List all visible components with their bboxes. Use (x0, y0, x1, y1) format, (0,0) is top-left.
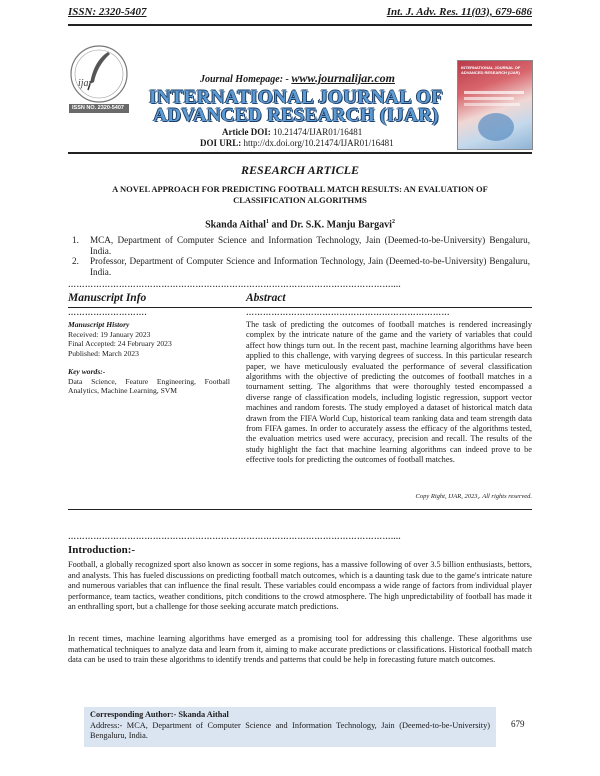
masthead-rule (68, 152, 532, 154)
introduction-heading: Introduction:- (68, 544, 136, 556)
abstract-heading: Abstract (246, 292, 286, 304)
cover-title: INTERNATIONAL JOURNAL OF ADVANCED RESEARCH (IJAR) (461, 65, 521, 75)
manuscript-dots: ………………………. (68, 308, 147, 317)
affiliation-1: 1. MCA, Department of Computer Science and Information Technology, Jain (Deemed-to-be-University) Bengaluru, India. (72, 235, 530, 256)
author-line: Skanda Aithal$^1$ and Dr. S.K. Manju Bargavi$^2$ (205, 219, 395, 231)
corresponding-author: Corresponding Author:- Skanda Aithal (90, 710, 229, 719)
manuscript-info-heading: Manuscript Info (68, 292, 147, 304)
homepage-label: Journal Homepage: - (200, 74, 292, 85)
abstract-text: The task of predicting the outcomes of football matches is rendered increasingly complex by the intricate nature of the game and the variety of variables that could affect how things turn out. In the recent past, machine learning algorithms have been applied to this challenge, with varying degrees of success. In this particular research paper, we have meticulously evaluated the performance of several classification algorithms with the objective of predicting the outcomes of football matches in a tournament setting. The algorithms that were thoroughly tested encompassed a diverse range of classification models, including logistic regression, support vector machines and random forests. The study employed a dataset of historical match data drawn from the FIFA World Cup, historical team ranking data and team strength data from FIFA games. In order to accurately assess the efficacy of the algorithms tested, the evaluation metrics used were accuracy, precision and recall. The results of the study highlight the fact that machine learning algorithms can indeed prove to be effective tools for predicting the outcomes of football matches. (246, 320, 532, 465)
homepage-link[interactable]: www.journalijar.com (291, 71, 395, 85)
affiliation-2: 2. Professor, Department of Computer Science and Information Technology, Jain (Deemed-to-be-University) Bengaluru, India. (72, 256, 530, 277)
header-citation: Int. J. Adv. Res. 11(03), 679-686 (386, 6, 532, 18)
page-number: 679 (511, 719, 525, 729)
logo-text: ijar (78, 78, 93, 89)
doi-url-link[interactable]: http://dx.doi.org/10.21474/IJAR01/16481 (243, 138, 394, 148)
doi-url (200, 138, 394, 148)
keywords-heading: Key words:- (68, 367, 106, 376)
header-issn: ISSN: 2320-5407 (68, 6, 147, 18)
published-date: Published: March 2023 (68, 348, 139, 358)
journal-cover-image (457, 60, 533, 150)
logo-issn: ISSN NO. 2320-5407 (72, 105, 124, 111)
journal-homepage (200, 71, 395, 86)
author-1: Skanda Aithal (205, 219, 266, 231)
header-rule (68, 24, 532, 26)
received-date: Received: 19 January 2023 (68, 329, 151, 339)
dotted-separator-2: …………………………………………………………………………………………………….... (68, 532, 401, 541)
article-type: RESEARCH ARTICLE (241, 163, 359, 177)
abstract-dots: ……………………………………………………………… (246, 308, 450, 317)
accepted-date: Final Accepted: 24 February 2023 (68, 339, 172, 348)
ijar-logo (68, 44, 130, 116)
article-doi (222, 127, 362, 137)
doi-value: 10.21474/IJAR01/16481 (272, 127, 363, 137)
running-header (68, 6, 532, 22)
corresponding-author-box (84, 707, 496, 747)
intro-paragraph-1: Football, a globally recognized sport also known as soccer in some regions, has a massive following of over 3.5 billion enthusiasts, bettors, and analysts. This has fueled discussions on predicting football match outcomes, which is a daunting task due to the game's intricate nature and numerous variables that can influence the final result. These variables could encompass a wide range of factors from individual player performance, team tactics, weather conditions, pitch conditions to the crowd atmosphere. The high unpredictability of football has made it an enthralling sport, but a challenge for those seeking accurate match predictions. (68, 560, 532, 611)
keywords: Data Science, Feature Engineering, Football Analytics, Machine Learning, SVM (68, 376, 230, 395)
intro-paragraph-2: In recent times, machine learning algorithms have emerged as a promising tool for addressing this challenge. These algorithms use mathematical techniques to analyze data and learn from it, aiming to make accurate predictions or classifications. Historical football match data can be used to train these algorithms to identify trends and patterns that could be help in forecasting future match outcomes. (68, 634, 532, 664)
copyright-note: Copy Right, IJAR, 2023,. All rights reserved. (415, 493, 532, 500)
doi-label: Article DOI: (222, 127, 271, 137)
corresponding-address: Address:- MCA, Department of Computer Science and Information Technology, Jain (Deemed-to-be-University) Bengaluru, India. (90, 720, 490, 740)
doi-url-label: DOI URL: (200, 138, 242, 148)
paper-title: A NOVEL APPROACH FOR PREDICTING FOOTBALL MATCH RESULTS: AN EVALUATION OF CLASSIFICATION ALGORITHMS (112, 184, 488, 205)
manuscript-info (68, 320, 230, 396)
dotted-separator: …………………………………………………………………………………………………….... (68, 280, 401, 289)
author-2: Dr. S.K. Manju Bargavi (290, 219, 392, 231)
history-heading: Manuscript History (68, 320, 130, 329)
journal-title: INTERNATIONAL JOURNAL OF ADVANCED RESEARCH (IJAR) (149, 87, 443, 126)
abstract-rule (68, 509, 532, 510)
